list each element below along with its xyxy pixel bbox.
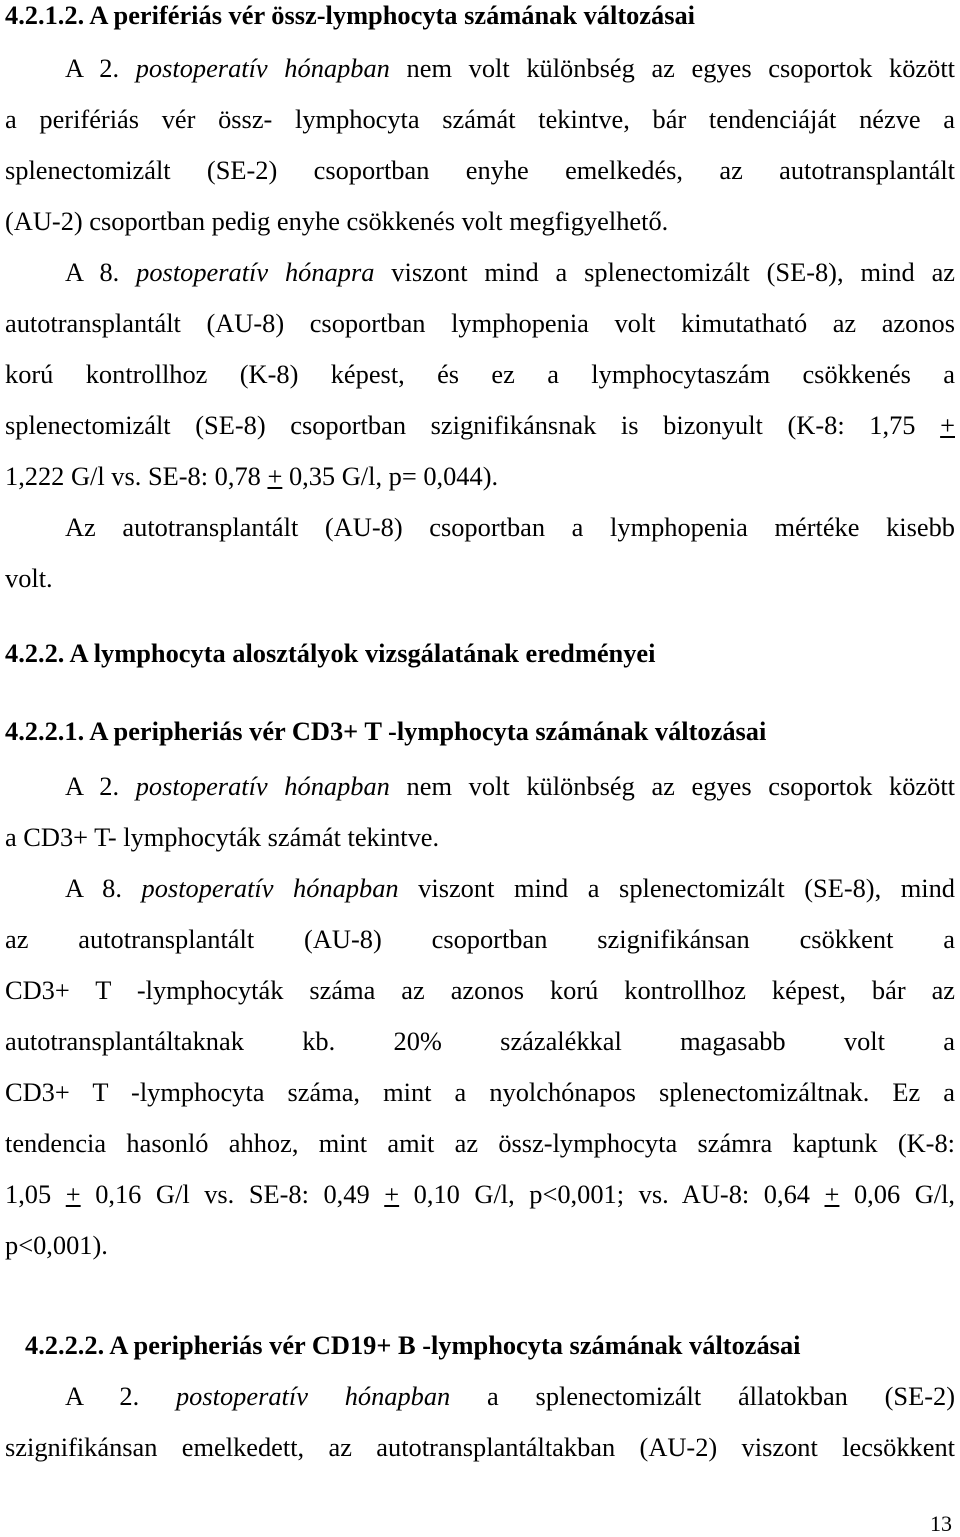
text-span: 0,35 G/l, p= 0,044). — [282, 461, 499, 491]
text-span: A 8. — [65, 873, 142, 903]
paragraph-line: korú kontrollhoz (K-8) képest, és ez a lymphocytaszám csökkenés a — [5, 359, 955, 389]
paragraph-line — [5, 461, 955, 491]
italic-text: postoperatív hónapban — [135, 53, 390, 83]
text-span: 1,05 — [5, 1179, 66, 1209]
plus-minus-sign: + — [824, 1179, 840, 1209]
text-span: a splenectomizált állatokban (SE-2) — [450, 1381, 955, 1411]
text-span: A 2. — [65, 771, 136, 801]
paragraph-line — [65, 53, 955, 83]
text-span: A 2. — [65, 1381, 176, 1411]
paragraph-line: p<0,001). — [5, 1230, 108, 1260]
paragraph-line: CD3+ T -lymphocyták száma az azonos korú kontrollhoz képest, bár az — [5, 975, 955, 1005]
text-span: 1,222 G/l vs. SE-8: 0,78 — [5, 461, 268, 491]
plus-minus-sign: + — [940, 410, 955, 440]
paragraph-line: (AU-2) csoportban pedig enyhe csökkenés volt megfigyelhető. — [5, 206, 669, 236]
text-span: nem volt különbség az egyes csoportok között — [389, 771, 955, 801]
plus-minus-sign: + — [65, 1179, 81, 1209]
text-span: viszont mind a splenectomizált (SE-8), mind az — [374, 257, 955, 287]
paragraph-line: az autotransplantált (AU-8) csoportban szignifikánsan csökkent a — [5, 924, 955, 954]
text-span: 0,16 G/l vs. SE-8: 0,49 — [80, 1179, 385, 1209]
paragraph-line: volt. — [5, 563, 53, 593]
text-span: viszont mind a splenectomizált (SE-8), mind — [398, 873, 956, 903]
text-span: 0,06 G/l, — [839, 1179, 956, 1209]
paragraph-line: Az autotransplantált (AU-8) csoportban a lymphopenia mértéke kisebb — [65, 512, 955, 542]
paragraph-line — [65, 257, 955, 287]
paragraph-line — [65, 1381, 955, 1411]
paragraph-line: autotransplantált (AU-8) csoportban lymphopenia volt kimutatható az azonos — [5, 308, 955, 338]
italic-text: postoperatív hónapra — [136, 257, 375, 287]
page-number: 13 — [930, 1511, 952, 1536]
section-heading-4-2-2-2: 4.2.2.2. A peripheriás vér CD19+ B -lymphocyta számának változásai — [25, 1330, 801, 1360]
italic-text: postoperatív hónapban — [135, 771, 390, 801]
paragraph-line — [5, 1179, 955, 1209]
paragraph-line: autotransplantáltaknak kb. 20% százalékkal magasabb volt a — [5, 1026, 955, 1056]
section-heading-4-2-1-2: 4.2.1.2. A perifériás vér össz-lymphocyta számának változásai — [5, 0, 696, 30]
text-span: nem volt különbség az egyes csoportok között — [389, 53, 955, 83]
paragraph-line: a CD3+ T- lymphocyták számát tekintve. — [5, 822, 440, 852]
text-span: splenectomizált (SE-8) csoportban szignifikánsnak is bizonyult (K-8: 1,75 — [5, 410, 941, 440]
italic-text: postoperatív hónapban — [175, 1381, 451, 1411]
text-span: A 8. — [65, 257, 137, 287]
section-heading-4-2-2-1: 4.2.2.1. A peripheriás vér CD3+ T -lymphocyta számának változásai — [5, 716, 767, 746]
text-span: A 2. — [65, 53, 136, 83]
paragraph-line: tendencia hasonló ahhoz, mint amit az össz-lymphocyta számra kaptunk (K-8: — [5, 1128, 955, 1158]
paragraph-line — [65, 771, 955, 801]
plus-minus-sign: + — [267, 461, 283, 491]
section-heading-4-2-2: 4.2.2. A lymphocyta alosztályok vizsgálatának eredményei — [5, 638, 656, 668]
italic-text: postoperatív hónapban — [141, 873, 399, 903]
text-span: 0,10 G/l, p<0,001; vs. AU-8: 0,64 — [399, 1179, 825, 1209]
paragraph-line: a perifériás vér össz- lymphocyta számát tekintve, bár tendenciáját nézve a — [5, 104, 955, 134]
paragraph-line — [65, 873, 955, 903]
paragraph-line — [5, 410, 955, 440]
plus-minus-sign: + — [384, 1179, 400, 1209]
paragraph-line: splenectomizált (SE-2) csoportban enyhe emelkedés, az autotransplantált — [5, 155, 955, 185]
paragraph-line: szignifikánsan emelkedett, az autotransplantáltakban (AU-2) viszont lecsökkent — [5, 1432, 955, 1462]
paragraph-line: CD3+ T -lymphocyta száma, mint a nyolchónapos splenectomizáltnak. Ez a — [5, 1077, 955, 1107]
